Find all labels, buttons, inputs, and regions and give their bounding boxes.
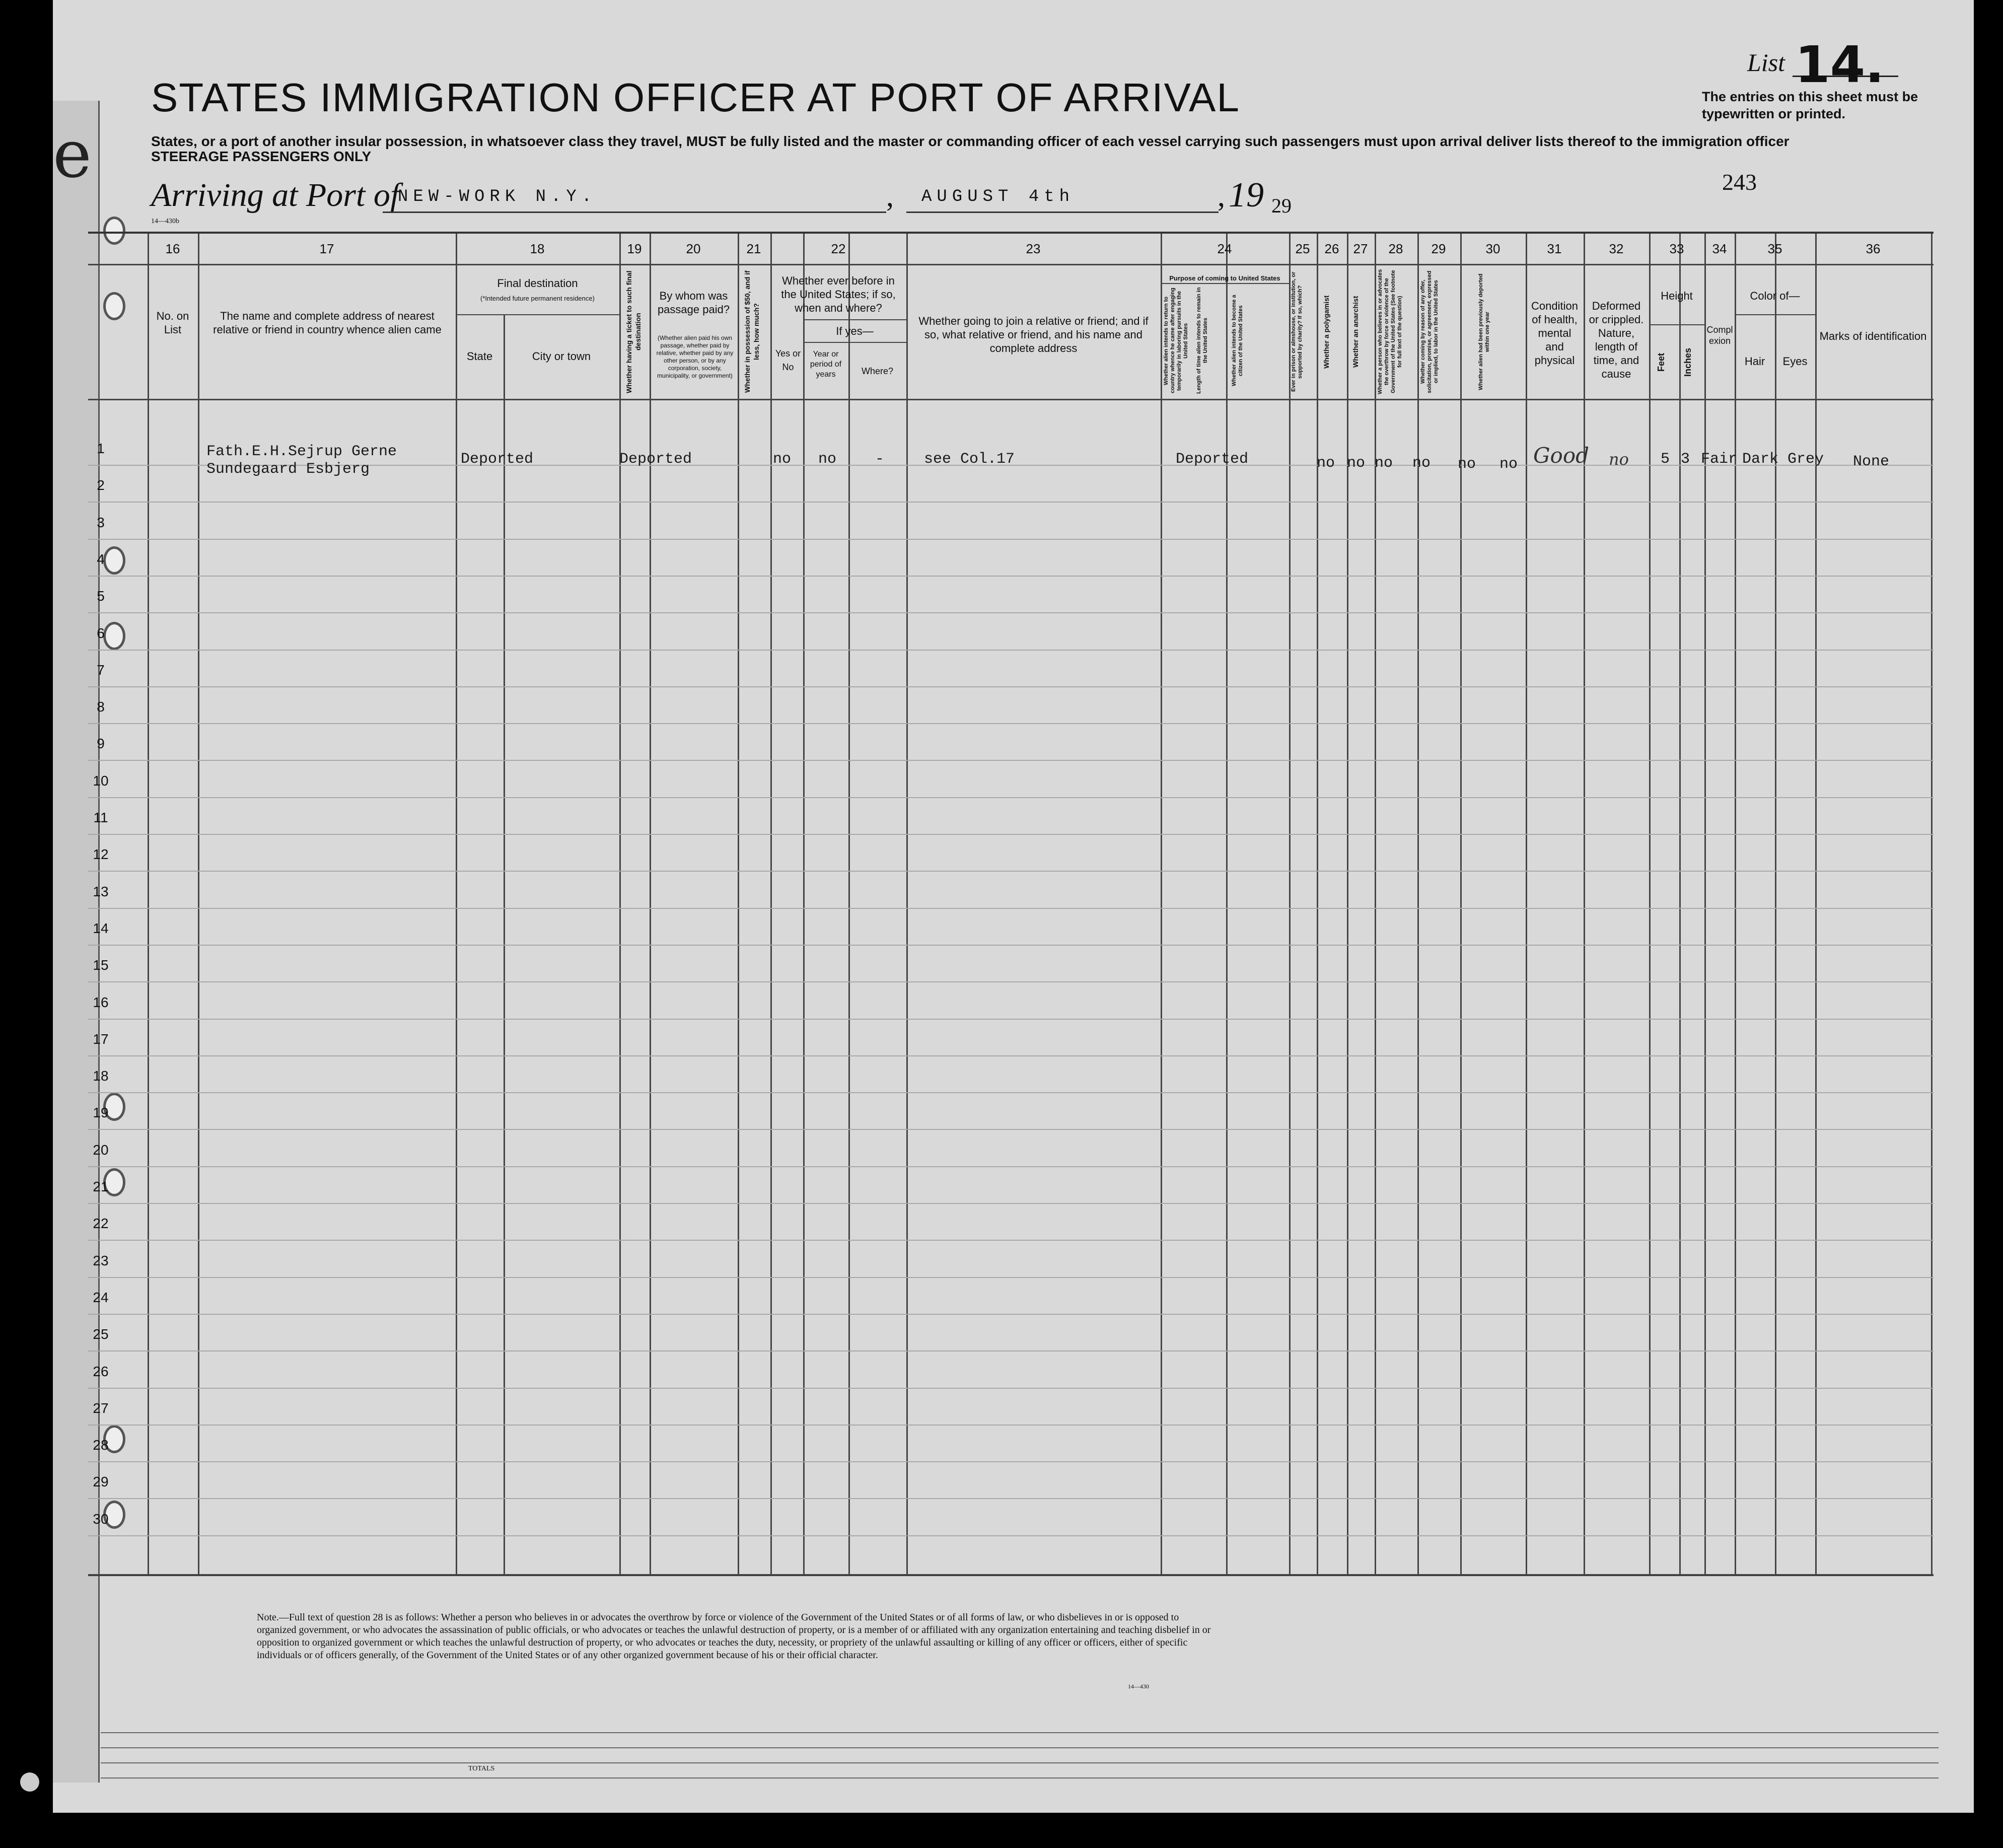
row-number: 27 xyxy=(93,1400,109,1416)
grid-line xyxy=(101,1762,1939,1763)
list-label: List xyxy=(1747,48,1785,77)
row-number: 8 xyxy=(97,699,105,715)
grid-line xyxy=(1735,314,1815,315)
column-number: 29 xyxy=(1431,241,1446,256)
header-purpose-c: Whether alien intends to become a citizen of the United States xyxy=(1231,295,1244,387)
header-deformed: Deformed or crippled. Nature, length of time, and cause xyxy=(1589,300,1644,380)
row-number: 15 xyxy=(93,957,109,973)
entry-anarchist: no xyxy=(1375,455,1393,472)
header-passage-paid-note: (Whether alien paid his own passage, whether paid by relative, whether paid by any other person, or by any corporation, society, municipality, or government) xyxy=(656,334,734,379)
row-number: 5 xyxy=(97,588,105,604)
row-line xyxy=(88,723,1934,724)
scan-dot xyxy=(20,1772,39,1792)
row-line xyxy=(88,1277,1934,1278)
row-line xyxy=(88,1240,1934,1241)
row-line xyxy=(88,686,1934,687)
header-purpose-a: Whether alien intends to return to country whence he came after engaging temporarily in laboring pursuits in the United States xyxy=(1163,288,1189,394)
column-number: 33 xyxy=(1669,241,1684,256)
header-inches: Inches xyxy=(1683,347,1693,377)
grid-line xyxy=(650,234,651,1574)
grid-line xyxy=(88,1574,1934,1576)
grid-line xyxy=(1289,234,1291,1574)
manifest-table xyxy=(88,232,1934,1576)
grid-line xyxy=(1649,324,1704,325)
grid-line xyxy=(738,234,739,1574)
entry-purpose: Deported xyxy=(1176,451,1249,468)
grid-line xyxy=(101,1732,1939,1733)
totals-label: TOTALS xyxy=(468,1765,495,1772)
header-polygamist: Whether a polygamist xyxy=(1322,295,1330,369)
row-number: 7 xyxy=(97,662,105,678)
row-line xyxy=(88,945,1934,946)
entry-deformed: no xyxy=(1609,450,1629,469)
entry-deported: no xyxy=(1499,456,1518,473)
entry-relative-line2: Sundegaard Esbjerg xyxy=(206,461,370,478)
entry-prison: no xyxy=(1317,455,1335,472)
header-fifty-dollars: Whether in possession of $50, and if less, how much? xyxy=(743,270,760,393)
column-number: 35 xyxy=(1767,241,1782,256)
page-subtitle: States, or a port of another insular possession, in whatsoever class they travel, MUST be fully listed and the master or commanding officer of each vessel carrying such passengers must upon arrival deliver lists thereof to the immigration officer xyxy=(151,133,1790,149)
row-number: 19 xyxy=(93,1105,109,1121)
port-value: NEW-WORK N.Y. xyxy=(398,187,597,206)
row-line xyxy=(88,1425,1934,1426)
entry-inches: 3 xyxy=(1681,451,1690,468)
row-number: 17 xyxy=(93,1031,109,1047)
year-suffix: 29 xyxy=(1271,194,1292,217)
grid-line xyxy=(770,234,772,1574)
row-number: 26 xyxy=(93,1363,109,1379)
column-number: 18 xyxy=(530,241,545,256)
header-year-or-period: Year or period of years xyxy=(810,350,842,379)
entry-yes-or-no: no xyxy=(773,451,792,468)
row-line xyxy=(88,650,1934,651)
row-number: 14 xyxy=(93,920,109,936)
column-number: 34 xyxy=(1712,241,1727,256)
entry-complexion: Fair xyxy=(1701,451,1738,468)
entry-hair: Dark xyxy=(1742,451,1779,468)
grid-line xyxy=(1460,234,1462,1574)
row-number: 18 xyxy=(93,1068,109,1084)
header-passage-paid: By whom was passage paid? xyxy=(657,290,730,316)
row-line xyxy=(88,1019,1934,1020)
header-where: Where? xyxy=(861,366,894,376)
column-number: 16 xyxy=(165,241,180,256)
column-number: 21 xyxy=(746,241,761,256)
grid-line xyxy=(619,234,621,1574)
grid-line xyxy=(1526,234,1527,1574)
row-line xyxy=(88,1535,1934,1536)
entry-where: - xyxy=(875,451,885,468)
header-complexion: Complexion xyxy=(1706,325,1733,346)
header-eyes: Eyes xyxy=(1782,355,1808,368)
column-number: 36 xyxy=(1866,241,1881,256)
row-number: 20 xyxy=(93,1142,109,1158)
grid-line xyxy=(101,1747,1939,1748)
row-number: 12 xyxy=(93,846,109,863)
header-ever-before: Whether ever before in the United States; if so, when and where? xyxy=(781,274,896,314)
grid-line xyxy=(198,234,199,1574)
year-prefix: 19 xyxy=(1229,176,1264,215)
grid-line xyxy=(803,234,805,1574)
entry-marks: None xyxy=(1853,453,1890,470)
grid-line xyxy=(1815,234,1817,1574)
header-height: Height xyxy=(1661,290,1693,302)
row-number: 10 xyxy=(93,772,109,789)
grid-line xyxy=(1931,234,1933,1574)
footnote: Note.—Full text of question 28 is as follows: Whether a person who believes in or advocates the overthrow by force or violence of the Government of the United States or of all forms of law, or who disbelieves in or is opposed to organized government, or who advocates the assassination of public officials, or who advocates or teaches the unlawful destruction of property, or is a member of or affiliated with any organization entertaining and teaching disbelief in or opposition to organized government or which teaches the unlawful destruction of property, or who advocates or teaches the duty, necessity, or propriety of the unlawful assaulting or killing of any officer or officers, either of specific individuals or of officers generally, of the Government of the United States or of any other organized government because of his or their official character. xyxy=(257,1612,1211,1661)
date-underline xyxy=(906,211,1219,213)
row-number: 11 xyxy=(93,810,108,825)
grid-line xyxy=(88,264,1934,265)
header-join-relative: Whether going to join a relative or friend; and if so, what relative or friend, and his name and complete address xyxy=(918,315,1149,354)
row-line xyxy=(88,871,1934,872)
form-number: 14—430b xyxy=(151,218,179,225)
row-line xyxy=(88,1203,1934,1204)
header-no-on-list: No. on List xyxy=(156,310,189,336)
header-prison: Ever in prison or almshouse, or institution, or supported by charity? If so, which? xyxy=(1291,271,1303,392)
column-number: 26 xyxy=(1324,241,1339,256)
header-health: Condition of health, mental and physical xyxy=(1531,300,1578,367)
grid-line xyxy=(101,1778,1939,1779)
header-anarchist: Whether an anarchist xyxy=(1351,296,1360,368)
bottom-ruled-lines xyxy=(101,1732,1939,1793)
row-number: 13 xyxy=(93,883,109,899)
header-final-destination-note: (*Intended future permanent residence) xyxy=(480,295,595,302)
row-number: 23 xyxy=(93,1252,109,1268)
row-number: 30 xyxy=(93,1511,109,1527)
header-purpose-b: Length of time alien intends to remain in the United States xyxy=(1196,287,1208,394)
column-number: 28 xyxy=(1388,241,1403,256)
comma: , xyxy=(886,179,894,212)
row-line xyxy=(88,908,1934,909)
column-number: 27 xyxy=(1353,241,1368,256)
entry-health: Good xyxy=(1533,443,1590,468)
row-line xyxy=(88,539,1934,540)
column-number: 31 xyxy=(1547,241,1562,256)
entry-overthrow: no xyxy=(1412,455,1431,472)
column-number: 22 xyxy=(831,241,846,256)
row-number: 6 xyxy=(97,625,105,641)
entry-year-or-period: no xyxy=(818,451,837,468)
grid-line xyxy=(1161,283,1289,284)
row-line xyxy=(88,612,1934,613)
row-number: 25 xyxy=(93,1326,109,1342)
entry-offer: no xyxy=(1458,456,1476,473)
grid-line xyxy=(1417,234,1419,1574)
entry-feet: 5 xyxy=(1661,451,1670,468)
list-number: 14. xyxy=(1795,35,1885,94)
header-if-yes: If yes— xyxy=(836,325,874,337)
row-line xyxy=(88,1092,1934,1093)
grid-line xyxy=(906,234,908,1574)
row-number: 24 xyxy=(93,1289,109,1305)
header-overthrow: Whether a person who believes in or advocates the overthrow by force or violence of the Government of the United States (See footnote for full text of the question) xyxy=(1377,269,1403,395)
header-nearest-relative: The name and complete address of nearest relative or friend in country whence alien came xyxy=(213,310,442,336)
row-number: 3 xyxy=(97,514,105,530)
row-number: 2 xyxy=(97,477,105,493)
header-state: State xyxy=(466,350,493,363)
header-deported: Whether alien had been previously deported within one year xyxy=(1478,273,1490,390)
footer-form-number: 14—430 xyxy=(1128,1683,1149,1690)
grid-line xyxy=(1704,234,1706,1574)
column-number: 24 xyxy=(1217,241,1232,256)
port-underline xyxy=(383,211,886,213)
row-line xyxy=(88,981,1934,982)
grid-line xyxy=(1375,234,1376,1574)
row-number: 29 xyxy=(93,1474,109,1490)
row-line xyxy=(88,1166,1934,1167)
grid-line xyxy=(803,319,906,320)
column-number: 32 xyxy=(1609,241,1624,256)
row-line xyxy=(88,760,1934,761)
row-line xyxy=(88,502,1934,503)
row-line xyxy=(88,1351,1934,1352)
header-ticket: Whether having a ticket to such final destination xyxy=(625,270,642,393)
header-final-destination: Final destination xyxy=(497,277,578,290)
grid-line xyxy=(1347,234,1348,1574)
column-number: 19 xyxy=(627,241,642,256)
column-number: 25 xyxy=(1295,241,1310,256)
row-line xyxy=(88,576,1934,577)
row-line xyxy=(88,1498,1934,1499)
header-city-or-town: City or town xyxy=(532,350,591,363)
typewritten-notice: The entries on this sheet must be typewritten or printed. xyxy=(1702,89,1918,121)
row-number: 1 xyxy=(97,441,105,456)
row-line xyxy=(88,1129,1934,1130)
header-hair: Hair xyxy=(1744,355,1765,368)
grid-line xyxy=(88,399,1934,400)
entry-passage-paid: Deported xyxy=(619,451,692,468)
row-line xyxy=(88,1461,1934,1462)
entry-final-destination: Deported xyxy=(461,451,534,468)
column-number: 30 xyxy=(1485,241,1500,256)
grid-line xyxy=(1735,234,1736,1574)
grid-line xyxy=(1649,234,1651,1574)
sheet-number: 243 xyxy=(1722,169,1757,195)
column-number: 23 xyxy=(1026,241,1041,256)
grid-line xyxy=(1584,234,1585,1574)
header-marks: Marks of identification xyxy=(1819,330,1927,342)
row-number: 22 xyxy=(93,1216,109,1232)
entry-polygamist: no xyxy=(1347,455,1366,472)
header-feet: Feet xyxy=(1656,352,1666,372)
arriving-label: Arriving at Port of xyxy=(151,177,400,214)
row-number: 21 xyxy=(93,1179,109,1194)
row-line xyxy=(88,1388,1934,1389)
grid-line xyxy=(1775,234,1776,1574)
edge-letter: e xyxy=(53,116,92,192)
column-number: 20 xyxy=(686,241,701,256)
row-number: 28 xyxy=(93,1437,109,1453)
row-number: 9 xyxy=(97,736,105,752)
header-color-of: Color of— xyxy=(1750,290,1800,302)
grid-line xyxy=(1679,234,1681,1574)
entry-eyes: Grey xyxy=(1787,451,1824,468)
row-number: 4 xyxy=(97,551,105,567)
header-purpose: Purpose of coming to United States xyxy=(1169,274,1280,282)
grid-line xyxy=(456,234,457,1574)
grid-line xyxy=(803,342,906,343)
grid-line xyxy=(1317,234,1318,1574)
row-line xyxy=(88,1055,1934,1056)
comma: , xyxy=(1218,179,1225,212)
date-value: AUGUST 4th xyxy=(921,187,1075,206)
steerage-label: STEERAGE PASSENGERS ONLY xyxy=(151,149,372,164)
grid-line xyxy=(148,234,149,1574)
grid-line xyxy=(456,314,619,315)
grid-line xyxy=(1226,234,1228,1574)
grid-line xyxy=(848,234,850,1574)
row-line xyxy=(88,797,1934,798)
page-title: STATES IMMIGRATION OFFICER AT PORT OF ARRIVAL xyxy=(151,75,1240,120)
header-offer: Whether coming by reason of any offer, solicitation, promise, or agreement, expressed or implied, to labor in the United States xyxy=(1420,270,1439,393)
entry-join-relative: see Col.17 xyxy=(924,451,1015,468)
header-yes-or-no: Yes or No xyxy=(775,348,801,372)
row-line xyxy=(88,834,1934,835)
grid-line xyxy=(1161,234,1162,1574)
row-line xyxy=(88,1314,1934,1315)
column-number: 17 xyxy=(319,241,334,256)
entry-relative-line1: Fath.E.H.Sejrup Gerne xyxy=(206,443,397,460)
row-number: 16 xyxy=(93,994,109,1010)
